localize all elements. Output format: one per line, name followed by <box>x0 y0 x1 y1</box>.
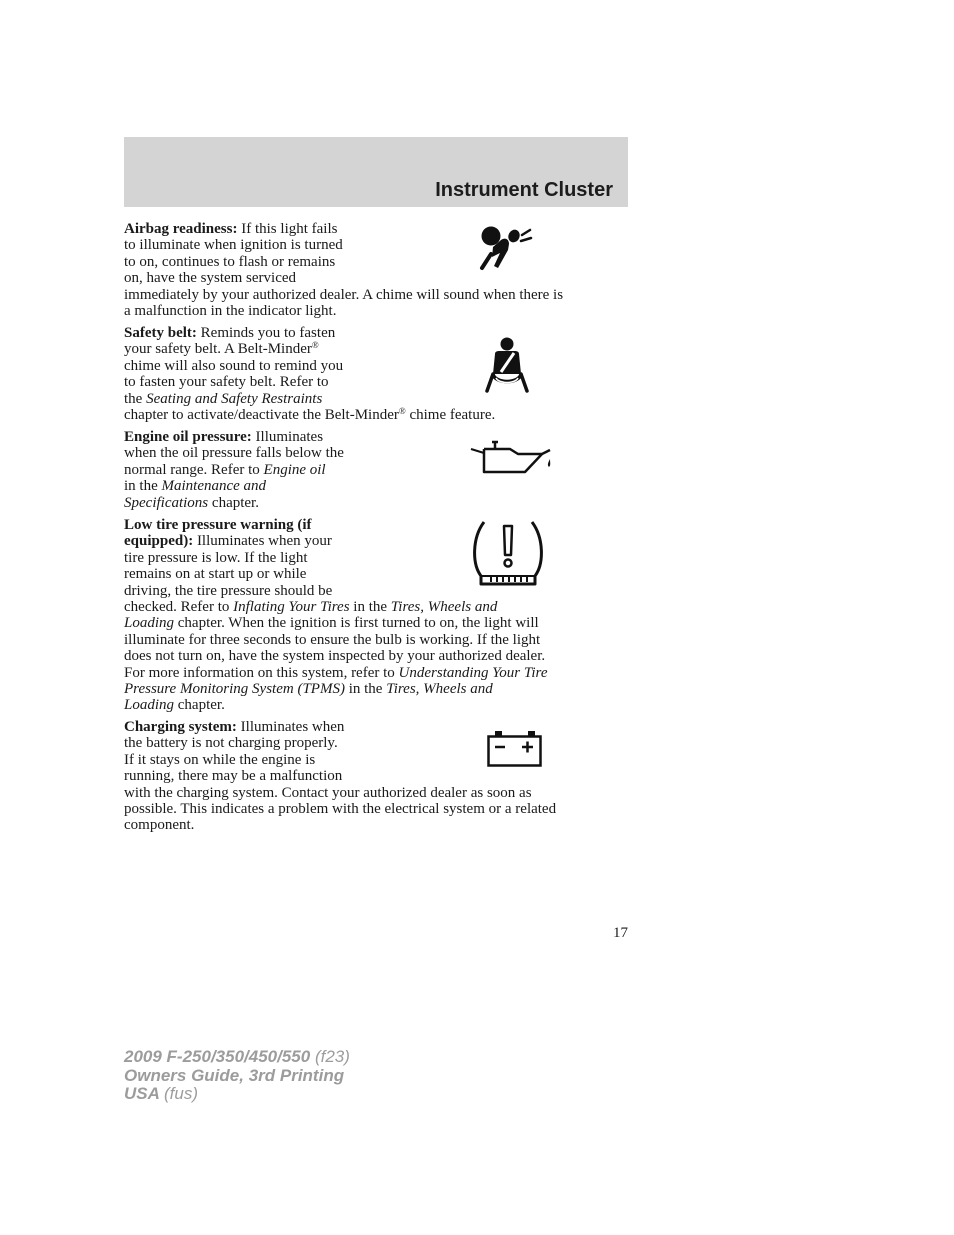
charging-text-line: running, there may be a malfunction <box>124 768 343 785</box>
tire-text-line: For more information on this system, refer to <box>124 664 395 681</box>
airbag-text-line: If this light fails <box>241 221 338 237</box>
footer-code: (fus) <box>164 1084 198 1103</box>
chapter-reference: Engine oil <box>263 461 326 478</box>
airbag-text-line: a malfunction in the indicator light. <box>124 302 337 319</box>
charging-text-line: possible. This indicates a problem with the electrical system or a related <box>124 800 557 817</box>
footer-code: (f23) <box>314 1047 350 1066</box>
tire-pressure-icon <box>466 518 550 590</box>
footer-model: 2009 F-250/350/450/550 <box>124 1047 311 1066</box>
safety-belt-text-line: Reminds you to fasten <box>200 325 336 341</box>
page-number: 17 <box>613 925 628 941</box>
chapter-reference: Understanding Your Tire <box>398 664 548 681</box>
chapter-reference: Tires, Wheels and <box>390 598 498 615</box>
tire-label: Low tire pressure warning (if <box>124 517 312 533</box>
tire-text-line: in the <box>348 680 383 697</box>
tire-text-line: driving, the tire pressure should be <box>124 582 333 599</box>
tire-text-line: chapter. When the ignition is first turned to on, the light will <box>177 615 539 632</box>
page-title: Instrument Cluster <box>435 179 613 201</box>
safety-belt-text-line: to fasten your safety belt. Refer to <box>124 374 329 391</box>
charging-text-line: the battery is not charging properly. <box>124 735 338 752</box>
oil-label: Engine oil pressure: <box>124 429 252 445</box>
registered-mark: ® <box>311 340 319 351</box>
tire-text-line: checked. Refer to <box>124 598 230 615</box>
charging-system-section <box>124 719 628 834</box>
tire-text-line: illuminate for three seconds to ensure the bulb is working. If the light <box>124 631 541 648</box>
tire-label: equipped): <box>124 533 194 550</box>
airbag-label: Airbag readiness: <box>124 221 238 237</box>
footer-printing: Owners Guide, 3rd Printing <box>124 1065 345 1085</box>
oil-text-line: in the <box>124 478 158 495</box>
safety-belt-label: Safety belt: <box>124 325 197 341</box>
footer-market: USA <box>124 1084 160 1103</box>
tire-text-line: chapter. <box>177 697 225 714</box>
safety-belt-text-line: chapter to activate/deactivate the Belt-Minder <box>124 406 399 423</box>
oil-text-line: normal range. Refer to <box>124 461 260 478</box>
airbag-warning-icon <box>476 222 536 274</box>
safety-belt-section <box>124 325 628 423</box>
oil-text-line: Illuminates <box>255 429 324 445</box>
tire-text-line: remains on at start up or while <box>124 566 307 583</box>
airbag-text-line: immediately by your authorized dealer. A chime will sound when there is <box>124 286 564 303</box>
battery-charging-icon <box>486 729 544 769</box>
tire-pressure-section <box>124 517 628 714</box>
charging-text-line: If it stays on while the engine is <box>124 751 316 768</box>
charging-text-line: component. <box>124 817 195 834</box>
safety-belt-text-line: your safety belt. A Belt-Minder <box>124 341 312 358</box>
chapter-reference: Loading <box>124 615 175 632</box>
chapter-reference: Specifications <box>124 494 209 511</box>
airbag-text-line: to on, continues to flash or remains <box>124 253 336 270</box>
tire-text-line: tire pressure is low. If the light <box>124 549 308 566</box>
chapter-reference: Maintenance and <box>161 478 267 495</box>
oil-text-line: when the oil pressure falls below the <box>124 445 344 462</box>
chapter-reference: Pressure Monitoring System (TPMS) <box>124 680 345 697</box>
tire-text-line: in the <box>353 598 388 615</box>
tire-text-line: Illuminates when your <box>196 533 332 550</box>
safety-belt-text-line: chime feature. <box>409 406 496 423</box>
chapter-reference: Tires, Wheels and <box>386 680 493 697</box>
seatbelt-warning-icon <box>484 336 530 396</box>
airbag-text-line: on, have the system serviced <box>124 270 297 287</box>
document-footer <box>124 1048 350 1104</box>
charging-label: Charging system: <box>124 719 237 735</box>
chapter-reference: Loading <box>124 697 175 714</box>
airbag-readiness-section <box>124 221 628 319</box>
chapter-reference: Inflating Your Tires <box>233 598 350 615</box>
safety-belt-text-line: chime will also sound to remind you <box>124 357 344 374</box>
oil-pressure-icon <box>470 436 554 474</box>
chapter-reference: Seating and Safety Restraints <box>146 390 323 407</box>
airbag-text-line: to illuminate when ignition is turned <box>124 237 343 254</box>
charging-text-line: with the charging system. Contact your authorized dealer as soon as <box>124 784 532 801</box>
tire-text-line: does not turn on, have the system inspected by your authorized dealer. <box>124 648 546 665</box>
section-header-band <box>124 137 628 207</box>
charging-text-line: Illuminates when <box>240 719 345 735</box>
oil-text-line: chapter. <box>211 494 259 511</box>
registered-mark: ® <box>398 405 406 416</box>
safety-belt-text-line: the <box>124 390 143 407</box>
